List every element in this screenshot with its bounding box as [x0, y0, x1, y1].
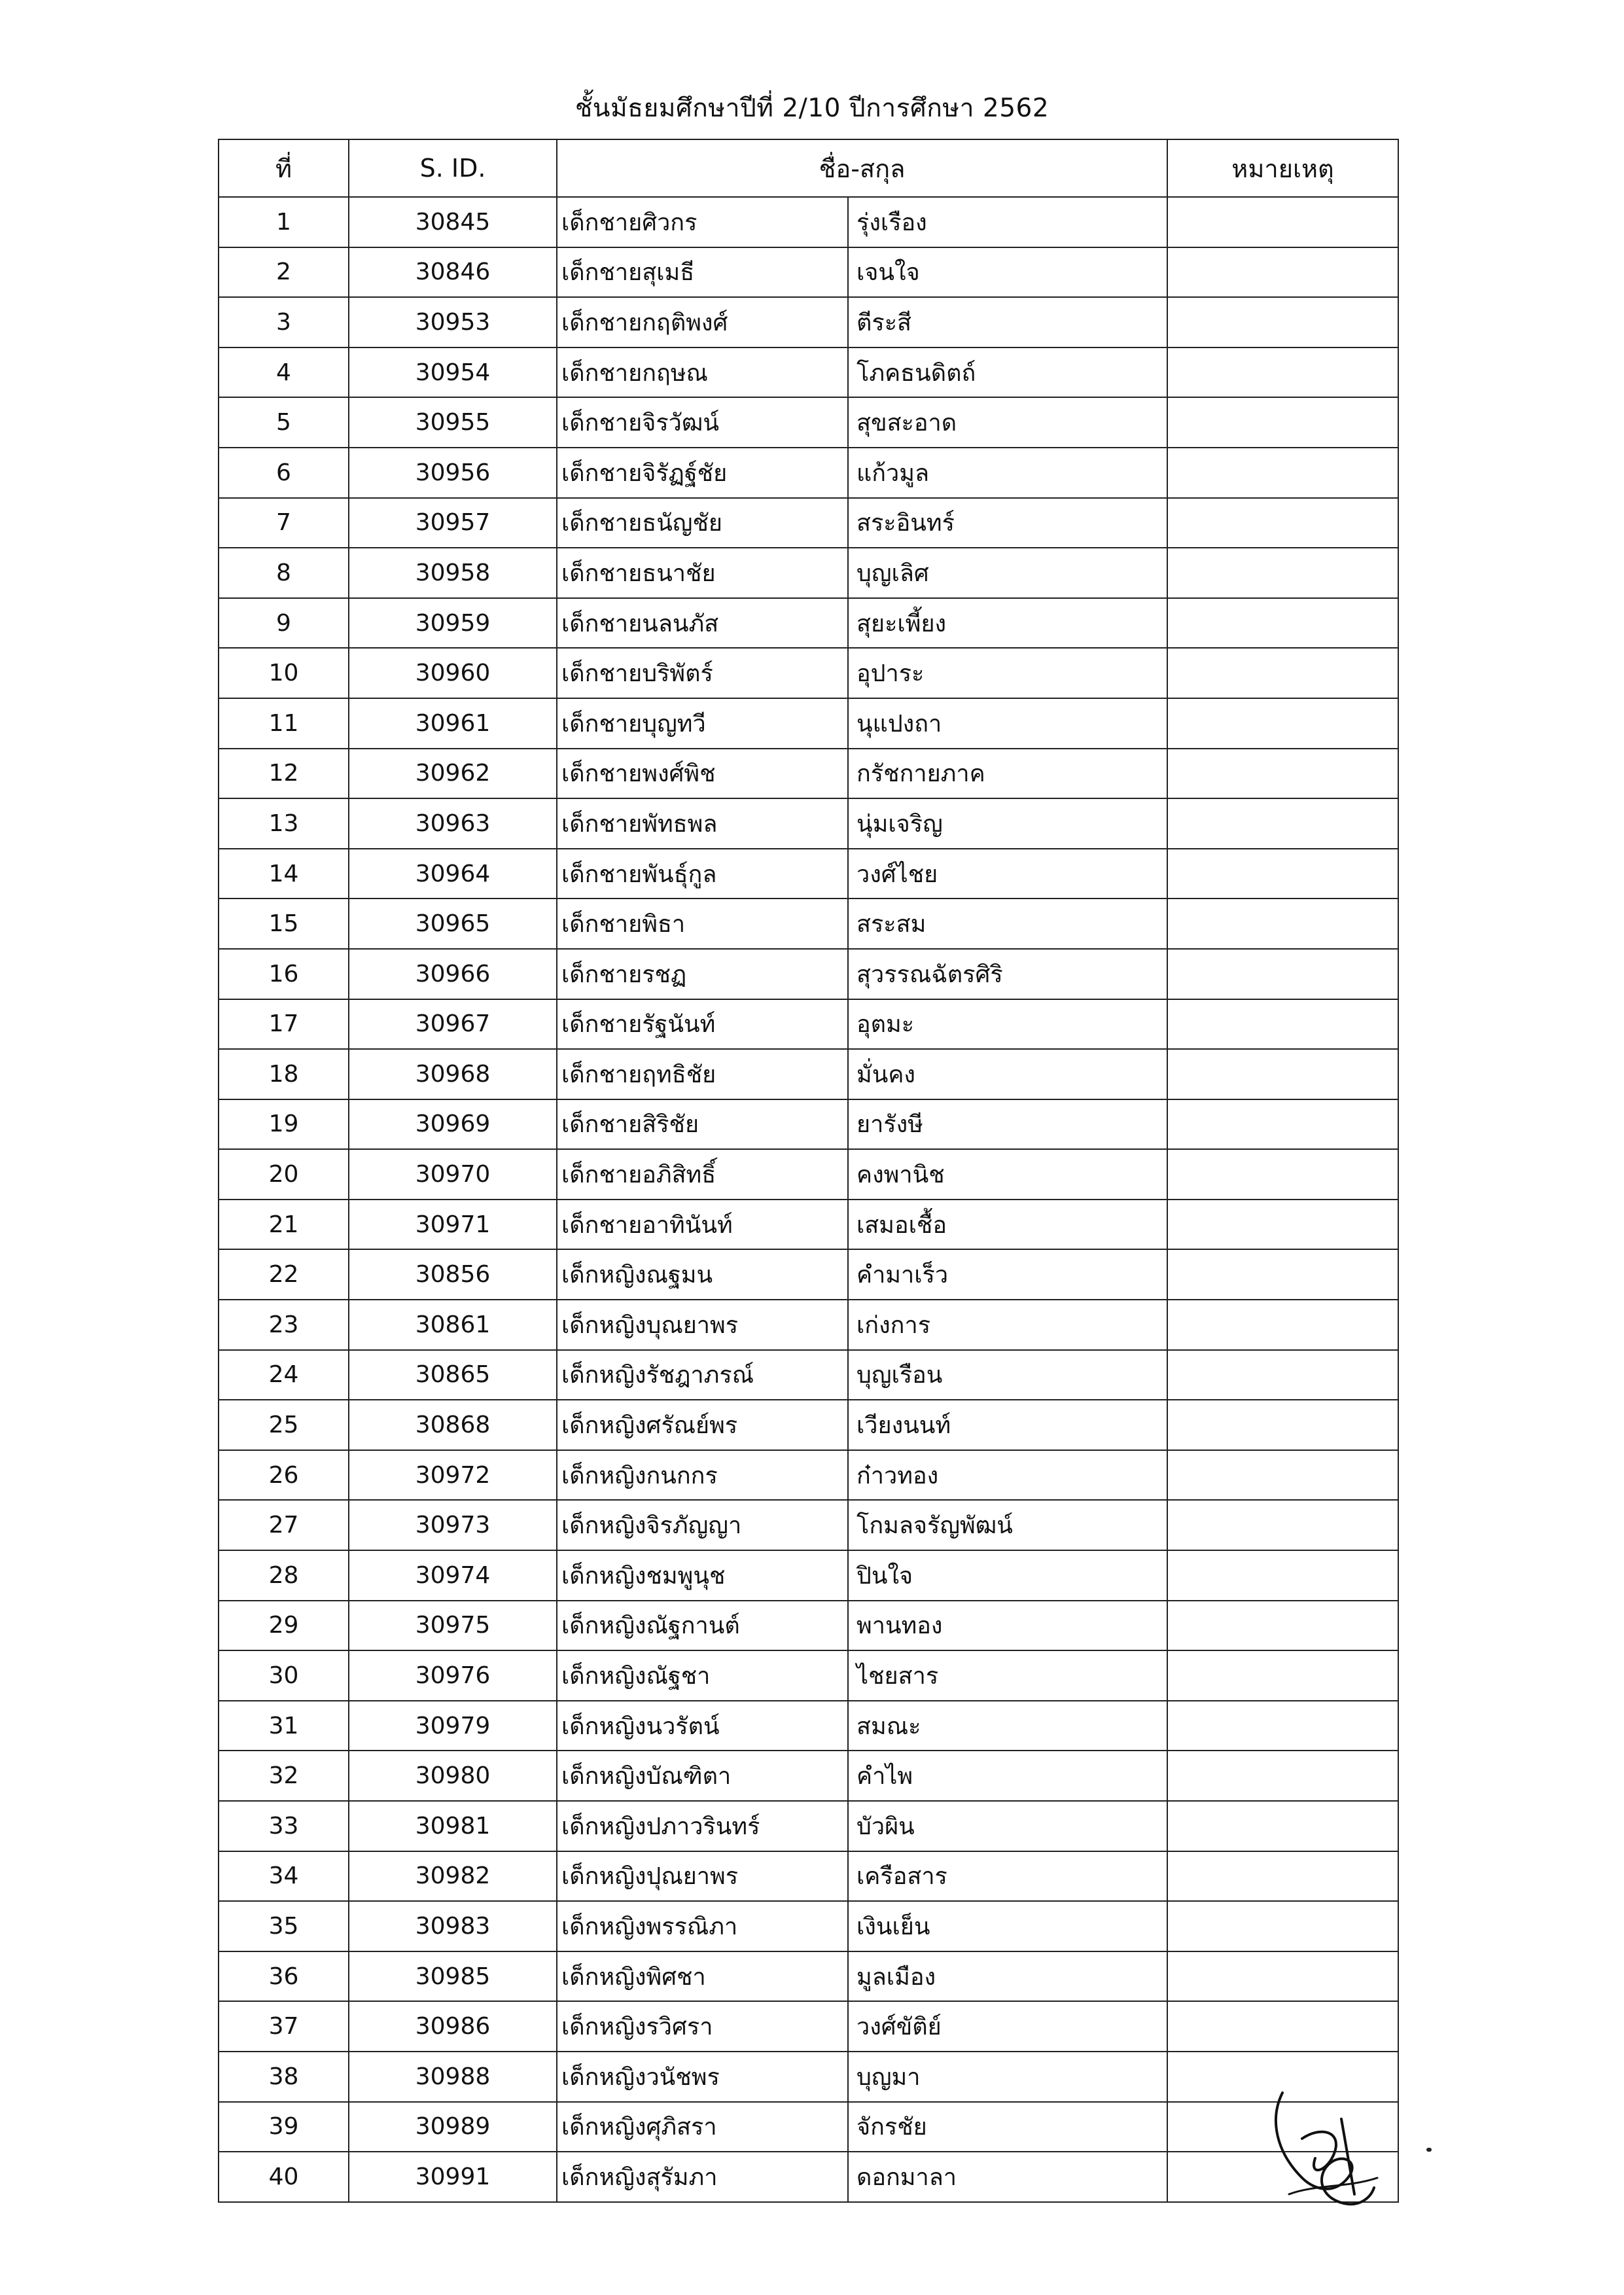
- header-student-id: S. ID.: [349, 139, 557, 197]
- table-row: [219, 1500, 1398, 1550]
- last-name: อุตมะ: [848, 999, 1167, 1050]
- remarks-cell: [1167, 197, 1398, 247]
- table-row: [219, 448, 1398, 498]
- remarks-cell: [1167, 1550, 1398, 1601]
- table-row: [219, 1049, 1398, 1099]
- student-id: 30954: [349, 347, 557, 398]
- table-row: [219, 397, 1398, 448]
- row-number: 9: [219, 598, 349, 649]
- row-number: 36: [219, 1951, 349, 2002]
- student-id: 30953: [349, 297, 557, 347]
- student-id: 30861: [349, 1300, 557, 1350]
- row-number: 2: [219, 247, 349, 298]
- remarks-cell: [1167, 798, 1398, 849]
- header-remarks: หมายเหตุ: [1167, 139, 1398, 197]
- table-row: [219, 1701, 1398, 1751]
- first-name: เด็กชายสุเมธี: [557, 247, 848, 298]
- last-name: ดอกมาลา: [848, 2152, 1167, 2202]
- header-full-name: ชื่อ-สกุล: [557, 139, 1167, 197]
- first-name: เด็กหญิงรวิศรา: [557, 2001, 848, 2052]
- last-name: สระสม: [848, 898, 1167, 949]
- first-name: เด็กชายสิริชัย: [557, 1099, 848, 1150]
- handwritten-signature: [1263, 2080, 1387, 2211]
- row-number: 28: [219, 1550, 349, 1601]
- last-name: ก๋าวทอง: [848, 1450, 1167, 1501]
- remarks-cell: [1167, 1901, 1398, 1951]
- remarks-cell: [1167, 1249, 1398, 1300]
- row-number: 13: [219, 798, 349, 849]
- student-id: 30963: [349, 798, 557, 849]
- first-name: เด็กหญิงศุภิสรา: [557, 2102, 848, 2152]
- row-number: 16: [219, 949, 349, 999]
- student-id: 30979: [349, 1701, 557, 1751]
- remarks-cell: [1167, 1801, 1398, 1851]
- first-name: เด็กหญิงสุรัมภา: [557, 2152, 848, 2202]
- student-id: 30988: [349, 2052, 557, 2102]
- remarks-cell: [1167, 548, 1398, 598]
- row-number: 30: [219, 1650, 349, 1701]
- student-id: 30959: [349, 598, 557, 649]
- last-name: เก่งการ: [848, 1300, 1167, 1350]
- last-name: มูลเมือง: [848, 1951, 1167, 2002]
- student-id: 30967: [349, 999, 557, 1050]
- table-row: [219, 1901, 1398, 1951]
- row-number: 34: [219, 1851, 349, 1902]
- row-number: 32: [219, 1751, 349, 1801]
- student-id: 30865: [349, 1350, 557, 1400]
- first-name: เด็กหญิงบัณฑิตา: [557, 1751, 848, 1801]
- last-name: จักรชัย: [848, 2102, 1167, 2152]
- first-name: เด็กหญิงณัฐชา: [557, 1650, 848, 1701]
- last-name: บุญเลิศ: [848, 548, 1167, 598]
- last-name: เวียงนนท์: [848, 1400, 1167, 1450]
- student-id: 30960: [349, 648, 557, 698]
- remarks-cell: [1167, 698, 1398, 749]
- first-name: เด็กหญิงชมพูนุช: [557, 1550, 848, 1601]
- last-name: เจนใจ: [848, 247, 1167, 298]
- table-row: [219, 999, 1398, 1050]
- student-id: 30974: [349, 1550, 557, 1601]
- remarks-cell: [1167, 999, 1398, 1050]
- first-name: เด็กหญิงกนกกร: [557, 1450, 848, 1501]
- last-name: เสมอเชื้อ: [848, 1200, 1167, 1250]
- first-name: เด็กชายรชฏ: [557, 949, 848, 999]
- table-row: [219, 197, 1398, 247]
- row-number: 19: [219, 1099, 349, 1150]
- table-row: [219, 347, 1398, 398]
- remarks-cell: [1167, 898, 1398, 949]
- student-id: 30973: [349, 1500, 557, 1550]
- first-name: เด็กหญิงพรรณิภา: [557, 1901, 848, 1951]
- table-row: [219, 1099, 1398, 1150]
- student-id: 30989: [349, 2102, 557, 2152]
- student-id: 30980: [349, 1751, 557, 1801]
- last-name: ปินใจ: [848, 1550, 1167, 1601]
- last-name: นุแปงถา: [848, 698, 1167, 749]
- table-row: [219, 247, 1398, 298]
- row-number: 12: [219, 749, 349, 799]
- first-name: เด็กชายนลนภัส: [557, 598, 848, 649]
- student-id: 30972: [349, 1450, 557, 1501]
- first-name: เด็กชายฤทธิชัย: [557, 1049, 848, 1099]
- student-id: 30982: [349, 1851, 557, 1902]
- student-id: 30962: [349, 749, 557, 799]
- table-row: [219, 1350, 1398, 1400]
- first-name: เด็กชายธนาชัย: [557, 548, 848, 598]
- remarks-cell: [1167, 498, 1398, 548]
- table-row: [219, 1400, 1398, 1450]
- row-number: 17: [219, 999, 349, 1050]
- first-name: เด็กหญิงจิรภัญญา: [557, 1500, 848, 1550]
- remarks-cell: [1167, 949, 1398, 999]
- remarks-cell: [1167, 648, 1398, 698]
- last-name: สระอินทร์: [848, 498, 1167, 548]
- student-id: 30975: [349, 1601, 557, 1651]
- student-id: 30845: [349, 197, 557, 247]
- student-id: 30965: [349, 898, 557, 949]
- row-number: 29: [219, 1601, 349, 1651]
- header-number: ที่: [219, 139, 349, 197]
- last-name: โกมลจรัญพัฒน์: [848, 1500, 1167, 1550]
- row-number: 23: [219, 1300, 349, 1350]
- row-number: 26: [219, 1450, 349, 1501]
- remarks-cell: [1167, 1149, 1398, 1200]
- first-name: เด็กชายพงศ์พิช: [557, 749, 848, 799]
- last-name: ยารังษี: [848, 1099, 1167, 1150]
- remarks-cell: [1167, 1601, 1398, 1651]
- last-name: สุวรรณฉัตรศิริ: [848, 949, 1167, 999]
- row-number: 10: [219, 648, 349, 698]
- last-name: คำมาเร็ว: [848, 1249, 1167, 1300]
- row-number: 24: [219, 1350, 349, 1400]
- table-row: [219, 1650, 1398, 1701]
- first-name: เด็กชายพัทธพล: [557, 798, 848, 849]
- table-row: [219, 1851, 1398, 1902]
- student-id: 30956: [349, 448, 557, 498]
- first-name: เด็กชายบุญทวี: [557, 698, 848, 749]
- row-number: 14: [219, 849, 349, 899]
- remarks-cell: [1167, 1951, 1398, 2002]
- row-number: 37: [219, 2001, 349, 2052]
- first-name: เด็กชายจิรวัฒน์: [557, 397, 848, 448]
- student-id: 30983: [349, 1901, 557, 1951]
- first-name: เด็กชายศิวกร: [557, 197, 848, 247]
- first-name: เด็กชายรัฐนันท์: [557, 999, 848, 1050]
- row-number: 20: [219, 1149, 349, 1200]
- student-id: 30856: [349, 1249, 557, 1300]
- remarks-cell: [1167, 397, 1398, 448]
- table-row: [219, 1601, 1398, 1651]
- remarks-cell: [1167, 347, 1398, 398]
- first-name: เด็กหญิงณฐมน: [557, 1249, 848, 1300]
- table-row: [219, 598, 1398, 649]
- remarks-cell: [1167, 1650, 1398, 1701]
- row-number: 5: [219, 397, 349, 448]
- first-name: เด็กชายกฤติพงศ์: [557, 297, 848, 347]
- table-row: [219, 698, 1398, 749]
- remarks-cell: [1167, 1049, 1398, 1099]
- row-number: 25: [219, 1400, 349, 1450]
- student-id: 30957: [349, 498, 557, 548]
- table-row: [219, 898, 1398, 949]
- student-id: 30966: [349, 949, 557, 999]
- first-name: เด็กหญิงพิศชา: [557, 1951, 848, 2002]
- table-row: [219, 498, 1398, 548]
- roster-body: [219, 197, 1398, 2202]
- student-id: 30976: [349, 1650, 557, 1701]
- remarks-cell: [1167, 1701, 1398, 1751]
- row-number: 27: [219, 1500, 349, 1550]
- last-name: บุญเรือน: [848, 1350, 1167, 1400]
- table-row: [219, 1200, 1398, 1250]
- student-id: 30971: [349, 1200, 557, 1250]
- last-name: คงพานิช: [848, 1149, 1167, 1200]
- student-id: 30955: [349, 397, 557, 448]
- table-row: [219, 548, 1398, 598]
- first-name: เด็กชายพิธา: [557, 898, 848, 949]
- remarks-cell: [1167, 448, 1398, 498]
- table-header-row: [219, 139, 1398, 197]
- row-number: 22: [219, 1249, 349, 1300]
- remarks-cell: [1167, 1400, 1398, 1450]
- student-id: 30958: [349, 548, 557, 598]
- row-number: 7: [219, 498, 349, 548]
- last-name: บัวผิน: [848, 1801, 1167, 1851]
- first-name: เด็กหญิงวนัชพร: [557, 2052, 848, 2102]
- row-number: 3: [219, 297, 349, 347]
- student-id: 30968: [349, 1049, 557, 1099]
- table-row: [219, 1300, 1398, 1350]
- last-name: สมณะ: [848, 1701, 1167, 1751]
- remarks-cell: [1167, 1450, 1398, 1501]
- table-row: [219, 1450, 1398, 1501]
- student-id: 30868: [349, 1400, 557, 1450]
- row-number: 40: [219, 2152, 349, 2202]
- first-name: เด็กชายพันธุ์กูล: [557, 849, 848, 899]
- last-name: ไชยสาร: [848, 1650, 1167, 1701]
- first-name: เด็กหญิงปภาวรินทร์: [557, 1801, 848, 1851]
- remarks-cell: [1167, 1350, 1398, 1400]
- last-name: คำไพ: [848, 1751, 1167, 1801]
- first-name: เด็กชายอภิสิทธิ์: [557, 1149, 848, 1200]
- remarks-cell: [1167, 598, 1398, 649]
- student-id: 30846: [349, 247, 557, 298]
- first-name: เด็กหญิงณัฐกานต์: [557, 1601, 848, 1651]
- table-row: [219, 1249, 1398, 1300]
- student-id: 30981: [349, 1801, 557, 1851]
- table-row: [219, 749, 1398, 799]
- last-name: ตีระสี: [848, 297, 1167, 347]
- remarks-cell: [1167, 1200, 1398, 1250]
- remarks-cell: [1167, 1851, 1398, 1902]
- row-number: 21: [219, 1200, 349, 1250]
- last-name: โภคธนดิตถ์: [848, 347, 1167, 398]
- table-row: [219, 849, 1398, 899]
- first-name: เด็กชายธนัญชัย: [557, 498, 848, 548]
- student-id: 30991: [349, 2152, 557, 2202]
- last-name: แก้วมูล: [848, 448, 1167, 498]
- student-id: 30969: [349, 1099, 557, 1150]
- student-id: 30986: [349, 2001, 557, 2052]
- student-id: 30970: [349, 1149, 557, 1200]
- last-name: เงินเย็น: [848, 1901, 1167, 1951]
- first-name: เด็กหญิงปุณยาพร: [557, 1851, 848, 1902]
- table-row: [219, 2152, 1398, 2202]
- last-name: สุขสะอาด: [848, 397, 1167, 448]
- remarks-cell: [1167, 247, 1398, 298]
- remarks-cell: [1167, 1300, 1398, 1350]
- first-name: เด็กหญิงบุณยาพร: [557, 1300, 848, 1350]
- row-number: 31: [219, 1701, 349, 1751]
- student-id: 30961: [349, 698, 557, 749]
- row-number: 11: [219, 698, 349, 749]
- remarks-cell: [1167, 749, 1398, 799]
- student-id: 30964: [349, 849, 557, 899]
- student-roster-table: [218, 139, 1399, 2203]
- remarks-cell: [1167, 1500, 1398, 1550]
- table-row: [219, 949, 1398, 999]
- table-row: [219, 1751, 1398, 1801]
- remarks-cell: [1167, 1751, 1398, 1801]
- last-name: รุ่งเรือง: [848, 197, 1167, 247]
- remarks-cell: [1167, 1099, 1398, 1150]
- last-name: วงศ์ไชย: [848, 849, 1167, 899]
- first-name: เด็กหญิงศรัณย์พร: [557, 1400, 848, 1450]
- last-name: บุญมา: [848, 2052, 1167, 2102]
- last-name: พานทอง: [848, 1601, 1167, 1651]
- student-id: 30985: [349, 1951, 557, 2002]
- ink-mark: [1426, 2148, 1432, 2152]
- row-number: 33: [219, 1801, 349, 1851]
- first-name: เด็กชายอาทินันท์: [557, 1200, 848, 1250]
- first-name: เด็กชายกฤษณ: [557, 347, 848, 398]
- table-row: [219, 1951, 1398, 2002]
- row-number: 38: [219, 2052, 349, 2102]
- row-number: 35: [219, 1901, 349, 1951]
- first-name: เด็กหญิงรัชฎาภรณ์: [557, 1350, 848, 1400]
- row-number: 1: [219, 197, 349, 247]
- table-row: [219, 1550, 1398, 1601]
- table-row: [219, 1149, 1398, 1200]
- table-row: [219, 1801, 1398, 1851]
- row-number: 6: [219, 448, 349, 498]
- table-row: [219, 798, 1398, 849]
- first-name: เด็กหญิงนวรัตน์: [557, 1701, 848, 1751]
- row-number: 18: [219, 1049, 349, 1099]
- last-name: วงศ์ขัติย์: [848, 2001, 1167, 2052]
- row-number: 8: [219, 548, 349, 598]
- row-number: 4: [219, 347, 349, 398]
- row-number: 15: [219, 898, 349, 949]
- last-name: มั่นคง: [848, 1049, 1167, 1099]
- remarks-cell: [1167, 2001, 1398, 2052]
- table-row: [219, 648, 1398, 698]
- last-name: นุ่มเจริญ: [848, 798, 1167, 849]
- last-name: เครือสาร: [848, 1851, 1167, 1902]
- table-row: [219, 2102, 1398, 2152]
- row-number: 39: [219, 2102, 349, 2152]
- remarks-cell: [1167, 849, 1398, 899]
- table-row: [219, 2052, 1398, 2102]
- last-name: สุยะเพี้ยง: [848, 598, 1167, 649]
- first-name: เด็กชายจิรัฏฐ์ชัย: [557, 448, 848, 498]
- last-name: กรัชกายภาค: [848, 749, 1167, 799]
- first-name: เด็กชายบริพัตร์: [557, 648, 848, 698]
- page-title: ชั้นมัธยมศึกษาปีที่ 2/10 ปีการศึกษา 2562: [574, 94, 1050, 123]
- remarks-cell: [1167, 297, 1398, 347]
- table-row: [219, 297, 1398, 347]
- table-row: [219, 2001, 1398, 2052]
- last-name: อุปาระ: [848, 648, 1167, 698]
